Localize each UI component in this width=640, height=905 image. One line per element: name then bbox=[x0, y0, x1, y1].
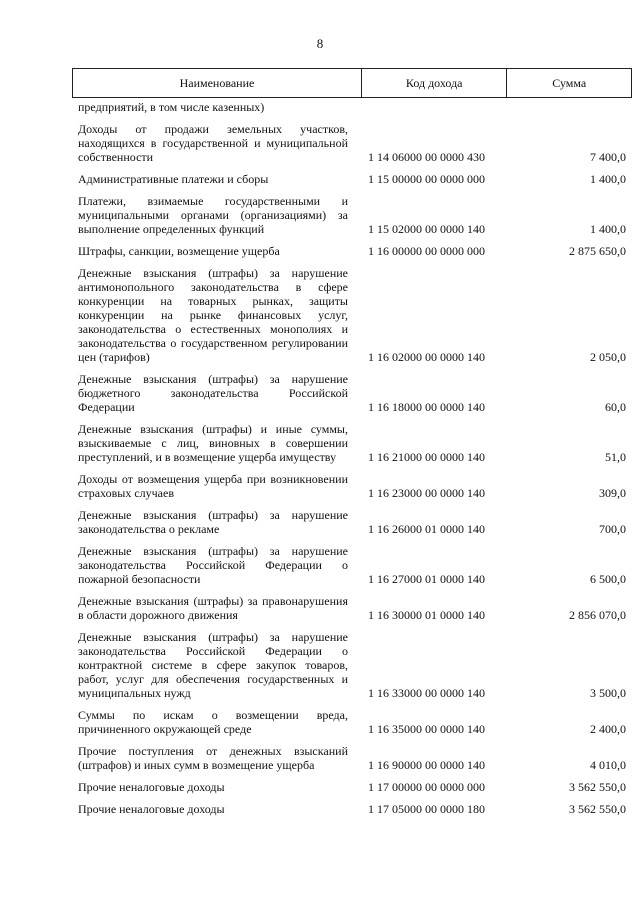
header-name: Наименование bbox=[73, 69, 362, 97]
revenue-table bbox=[72, 68, 632, 816]
row-code: 1 16 90000 00 0000 140 bbox=[368, 758, 485, 772]
table-row bbox=[72, 744, 632, 772]
row-name: Административные платежи и сборы bbox=[78, 172, 269, 186]
row-name: Денежные взыскания (штрафы) за правонарушения в области дорожного движения bbox=[78, 594, 348, 622]
row-sum: 700,0 bbox=[599, 522, 626, 536]
row-code: 1 16 18000 00 0000 140 bbox=[368, 400, 485, 414]
row-sum: 3 562 550,0 bbox=[569, 780, 626, 794]
table-row bbox=[72, 372, 632, 414]
row-sum: 7 400,0 bbox=[590, 150, 626, 164]
row-code: 1 16 23000 00 0000 140 bbox=[368, 486, 485, 500]
row-name: Денежные взыскания (штрафы) за нарушение бюджетного законодательства Российской Федерации bbox=[78, 372, 348, 414]
row-name: Платежи, взимаемые государственными и муниципальными органами (организациями) за выполнение определенных функций bbox=[78, 194, 348, 236]
row-sum: 60,0 bbox=[605, 400, 626, 414]
continuation-text: предприятий, в том числе казенных) bbox=[78, 100, 265, 114]
table-row bbox=[72, 594, 632, 622]
header-code: Код дохода bbox=[362, 69, 507, 97]
row-name: Денежные взыскания (штрафы) за нарушение антимонопольного законодательства в сфере конкуренции на товарных рынках, защиты конкуренции на рынке финансовых услуг, законодательства о естественных монополиях и законодательства о государственном регулировании цен (тарифов) bbox=[78, 266, 348, 364]
row-code: 1 16 35000 00 0000 140 bbox=[368, 722, 485, 736]
table-row bbox=[72, 780, 632, 794]
row-code: 1 16 27000 01 0000 140 bbox=[368, 572, 485, 586]
table-row bbox=[72, 172, 632, 186]
row-code: 1 16 26000 01 0000 140 bbox=[368, 522, 485, 536]
row-sum: 2 400,0 bbox=[590, 722, 626, 736]
row-sum: 309,0 bbox=[599, 486, 626, 500]
table-row bbox=[72, 244, 632, 258]
row-sum: 3 500,0 bbox=[590, 686, 626, 700]
row-name: Денежные взыскания (штрафы) за нарушение законодательства о рекламе bbox=[78, 508, 348, 536]
row-sum: 2 875 650,0 bbox=[569, 244, 626, 258]
row-name: Денежные взыскания (штрафы) за нарушение законодательства Российской Федерации о контрактной системе в сфере закупок товаров, работ, услуг для обеспечения государственных и муниципальных нужд bbox=[78, 630, 348, 700]
row-code: 1 16 21000 00 0000 140 bbox=[368, 450, 485, 464]
table-row bbox=[72, 422, 632, 464]
row-name: Штрафы, санкции, возмещение ущерба bbox=[78, 244, 280, 258]
row-name: Прочие неналоговые доходы bbox=[78, 802, 225, 816]
row-name: Прочие неналоговые доходы bbox=[78, 780, 225, 794]
row-sum: 4 010,0 bbox=[590, 758, 626, 772]
row-sum: 1 400,0 bbox=[590, 172, 626, 186]
table-row bbox=[72, 802, 632, 816]
header-sum: Сумма bbox=[552, 75, 587, 90]
row-name: Доходы от возмещения ущерба при возникновении страховых случаев bbox=[78, 472, 348, 500]
table-row bbox=[72, 122, 632, 164]
row-sum: 3 562 550,0 bbox=[569, 802, 626, 816]
row-code: 1 17 00000 00 0000 000 bbox=[368, 780, 485, 794]
row-sum: 1 400,0 bbox=[590, 222, 626, 236]
row-name: Доходы от продажи земельных участков, находящихся в государственной и муниципальной собственности bbox=[78, 122, 348, 164]
row-sum: 6 500,0 bbox=[590, 572, 626, 586]
row-code: 1 14 06000 00 0000 430 bbox=[368, 150, 485, 164]
row-code: 1 16 33000 00 0000 140 bbox=[368, 686, 485, 700]
row-sum: 2 856 070,0 bbox=[569, 608, 626, 622]
row-sum: 51,0 bbox=[605, 450, 626, 464]
table-body bbox=[72, 122, 632, 816]
row-code: 1 15 00000 00 0000 000 bbox=[368, 172, 485, 186]
row-name: Денежные взыскания (штрафы) за нарушение законодательства Российской Федерации о пожарной безопасности bbox=[78, 544, 348, 586]
row-code: 1 16 00000 00 0000 000 bbox=[368, 244, 485, 258]
row-name: Денежные взыскания (штрафы) и иные суммы, взыскиваемые с лиц, виновных в совершении преступлений, и в возмещение ущерба имуществу bbox=[78, 422, 348, 464]
row-code: 1 16 30000 01 0000 140 bbox=[368, 608, 485, 622]
page-number: 8 bbox=[316, 36, 324, 51]
table-row bbox=[72, 544, 632, 586]
table-row bbox=[72, 630, 632, 700]
row-name: Прочие поступления от денежных взысканий (штрафов) и иных сумм в возмещение ущерба bbox=[78, 744, 348, 772]
row-name: Суммы по искам о возмещении вреда, причиненного окружающей среде bbox=[78, 708, 348, 736]
row-code: 1 15 02000 00 0000 140 bbox=[368, 222, 485, 236]
row-sum: 2 050,0 bbox=[590, 350, 626, 364]
row-code: 1 16 02000 00 0000 140 bbox=[368, 350, 485, 364]
row-code: 1 17 05000 00 0000 180 bbox=[368, 802, 485, 816]
table-header bbox=[72, 68, 632, 98]
table-row bbox=[72, 708, 632, 736]
table-row bbox=[72, 472, 632, 500]
table-row bbox=[72, 266, 632, 364]
table-row bbox=[72, 508, 632, 536]
table-row bbox=[72, 194, 632, 236]
